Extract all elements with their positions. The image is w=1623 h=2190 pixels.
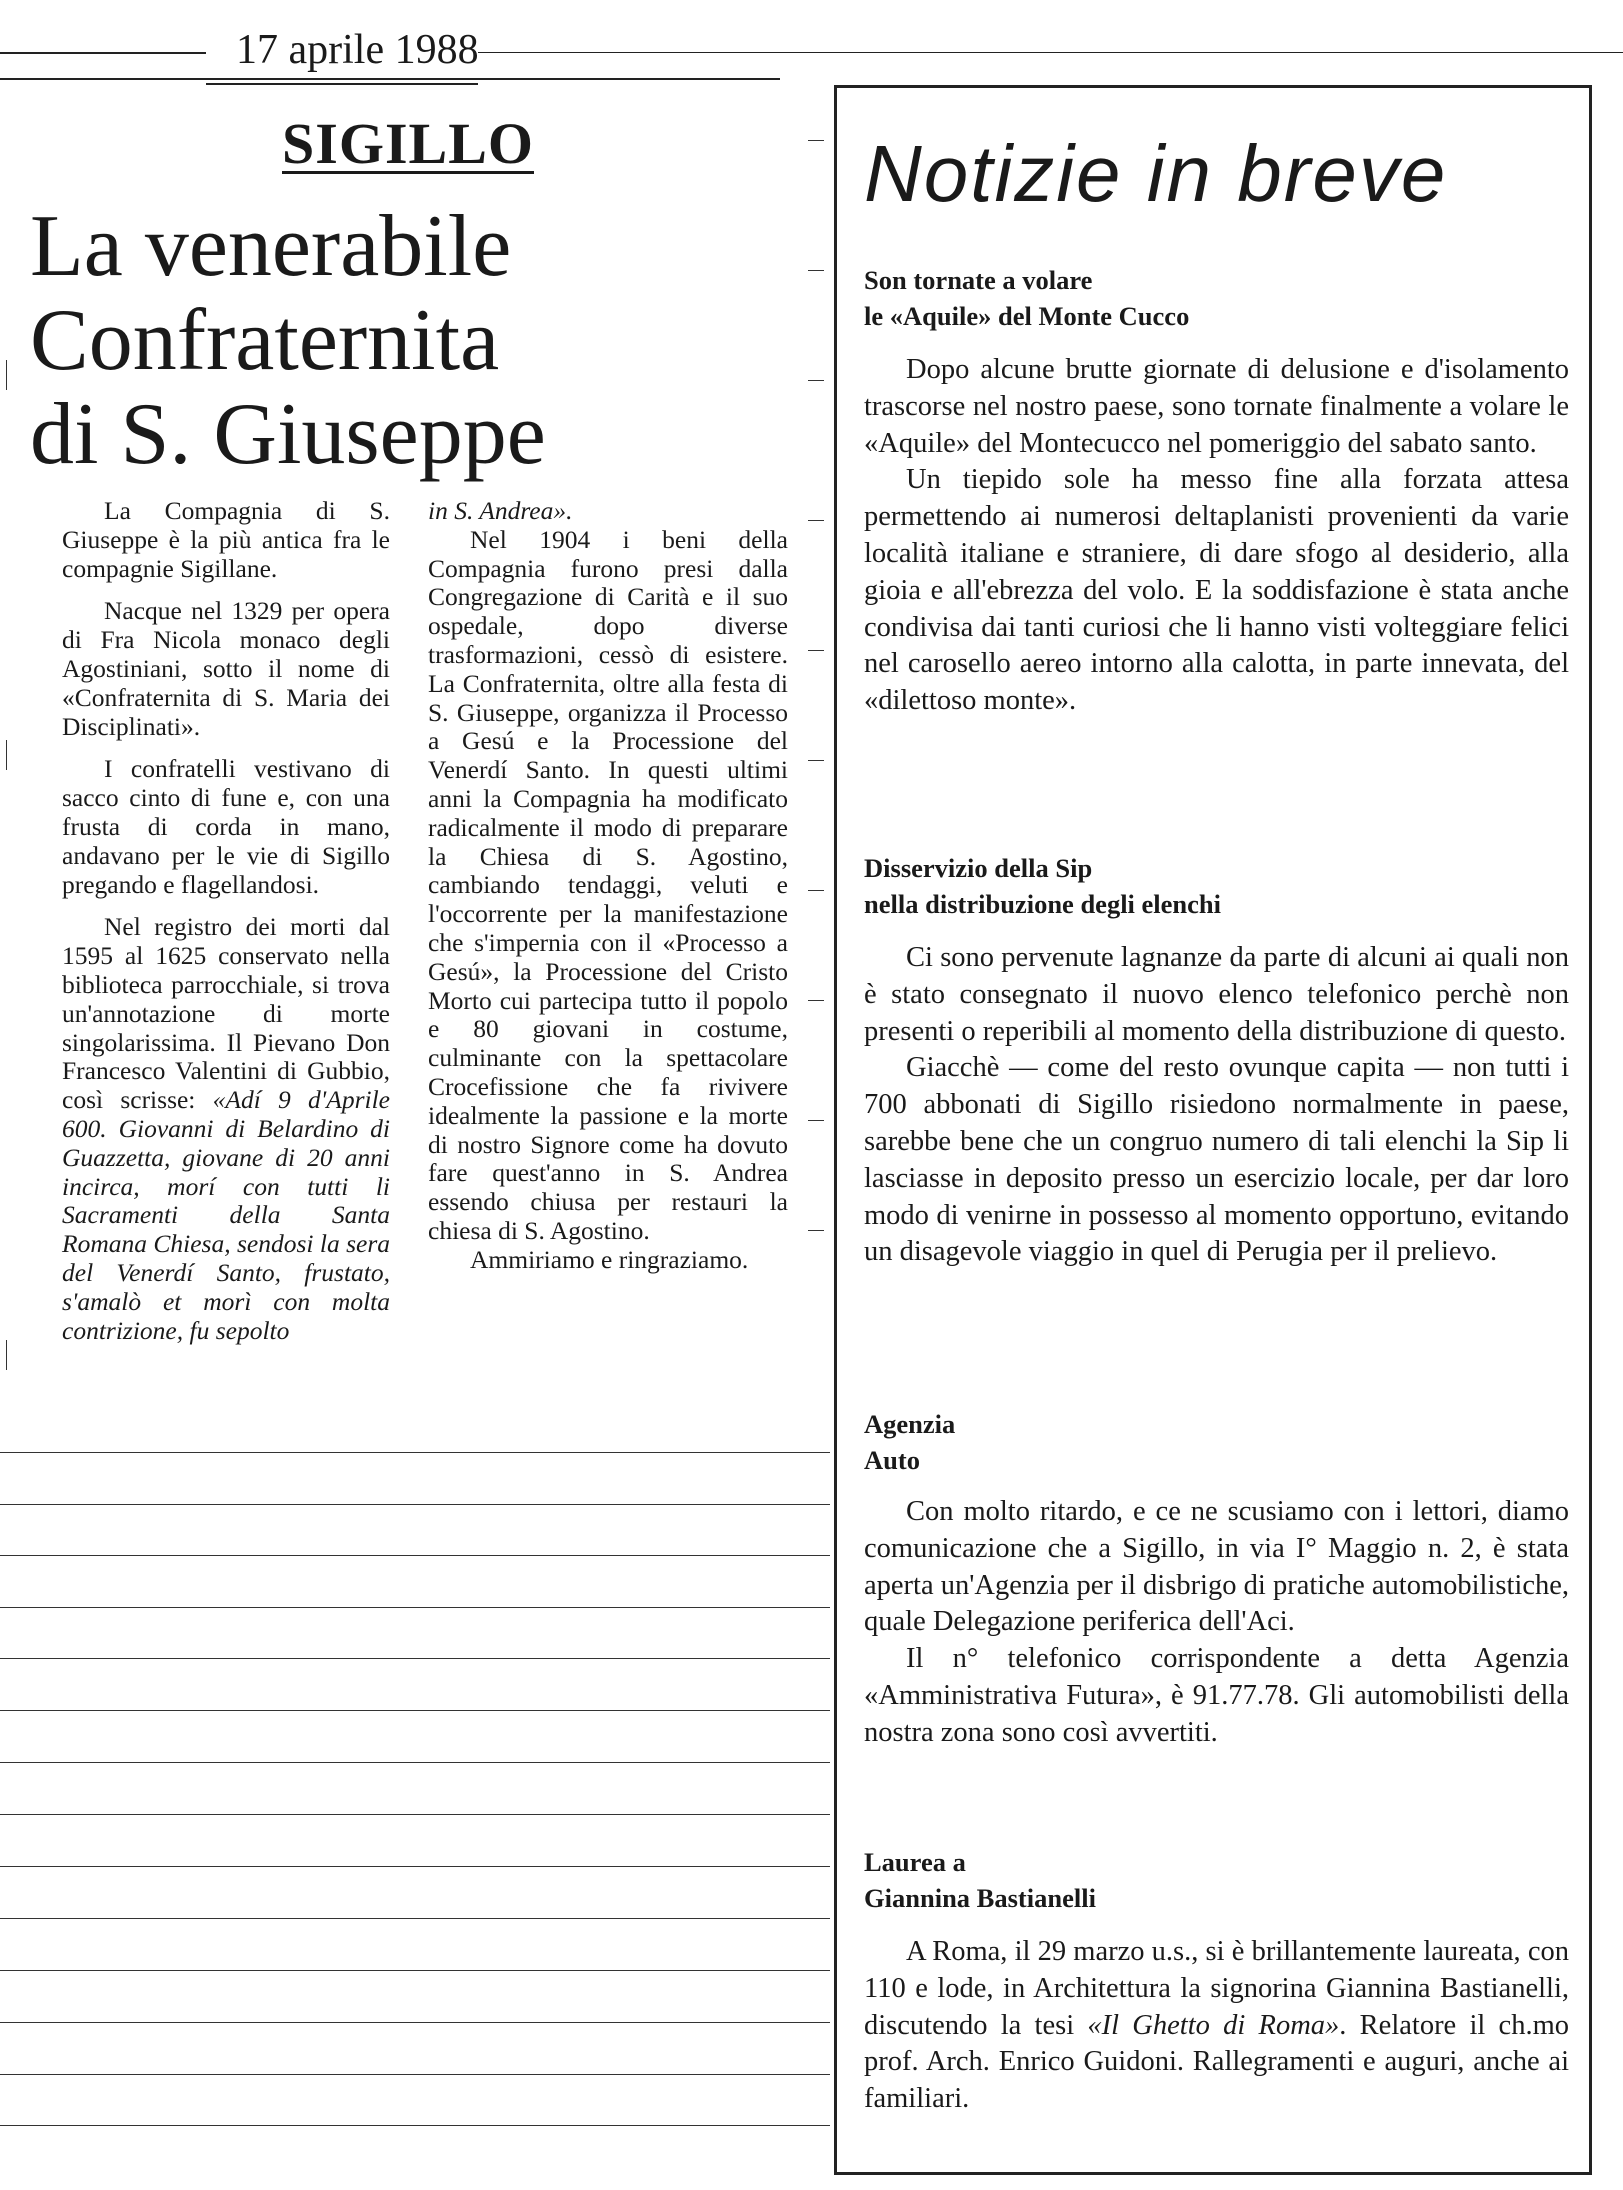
date-header [206,10,478,88]
gutter-tick [808,890,824,891]
news-item-headline [864,262,1189,334]
headline-line: La venerabile [30,198,512,295]
ruled-line [0,1658,830,1659]
paragraph: Un tiepido sole ha messo fine alla forzata attesa permettendo ai numerosi deltaplanisti provenienti da varie località italiane e straniere, di dare sfogo al desiderio, alla gioia e all'ebrezza del volo. E la soddisfazione è stata anche condivisa dai tanti curiosi che li hanno visti volteggiare felici nel carosello aereo intorno alla calotta, in parte innevata, del «dilettoso monte». [864,464,1569,717]
paragraph: Giacchè — come del resto ovunque capita — non tutti i 700 abbonati di Sigillo risiedono normalmente in paese, sarebbe bene che un congruo numero di tali elenchi la Sip li lasciasse in deposito presso un esercizio locale, per dar loro modo di venirne in possesso al momento opportuno, evitando un disagevole viaggio in quel di Perugia per il prelievo. [864,1052,1569,1268]
paragraph: La Compagnia di S. Giuseppe è la più antica fra le compagnie Sigillane. [62,496,390,583]
paragraph: Con molto ritardo, e ce ne scusiamo con i lettori, diamo comunicazione che a Sigillo, in via I° Maggio n. 2, è stata aperta un'Agenzia per il disbrigo di pratiche automobilistiche, quale Delegazione periferica dell'Aci. [864,1496,1569,1638]
headline-line: Confraternita [30,292,500,389]
news-item-body [864,352,1569,720]
news-item-headline [864,1406,955,1478]
ruled-blank-area [0,1400,830,2190]
gutter-tick [808,760,824,761]
headline-line: Laurea a [864,1847,966,1877]
news-item-body [864,1934,1569,2118]
quote-text: «Adí 9 d'Aprile 600. Giovanni di Belardino di Guazzetta, giovane di 20 anni incirca, morí con tutti li Sacramenti della Santa Romana Chiesa, sendosi la sera del Venerdí Santo, frustato, s'amalò et morì con molta contrizione, fu sepolto [62,1085,390,1345]
ruled-line [0,1970,830,1971]
ruled-line [0,1452,830,1453]
news-item-headline [864,850,1221,922]
news-item-body [864,1494,1569,1752]
article-column-1 [62,497,390,1359]
paragraph-text: . Relatore il ch.mo prof. Arch. Enrico Guidoni. Rallegramenti e auguri, anche ai familiari. [864,2009,1569,2115]
gutter-tick [808,650,824,651]
headline-line: Son tornate a volare [864,265,1093,295]
paragraph: Ammiriamo e ringraziamo. [470,1244,749,1274]
thesis-title: «Il Ghetto di Roma» [1087,2009,1340,2041]
headline-line: le «Aquile» del Monte Cucco [864,301,1190,331]
ruled-line [0,1762,830,1763]
news-item-headline [864,1844,1096,1916]
ruled-line [0,1607,830,1608]
headline-line: Disservizio della Sip [864,853,1093,883]
ruled-line [0,1555,830,1556]
date-underline [206,83,478,85]
gutter-tick [808,1120,824,1121]
headline-line: nella distribuzione degli elenchi [864,889,1222,919]
paragraph: Nel 1904 i beni della Compagnia furono presi dalla Congregazione di Carità e il suo ospedale, dopo diverse trasformazioni, cessò di esistere. La Confraternita, oltre alla festa di S. Giuseppe, organizza il Processo a Gesú e la Processione del Venerdí Santo. In questi ultimi anni la Compagnia ha modificato radicalmente il modo di preparare la Chiesa di S. Agostino, cambiando tendaggi, veluti e l'occorrente per la manifestazione che s'impernia con il «Processo a Gesú», la Processione del Cristo Morto cui partecipa tutto il popolo e 80 giovani in costume, culminante con la spettacolare Crocefissione che fa rivivere idealmente la passione e la morte di nostro Signore come ha dovuto fare quest'anno in S. Andrea essendo chiusa per restauri la chiesa di S. Agostino. [428,524,788,1245]
ruled-line [0,2074,830,2075]
ruled-line [0,1866,830,1867]
paragraph-text: Nel registro dei morti dal 1595 al 1625 conservato nella biblioteca parrocchiale, si trova un'annotazione di morte singolarissima. Il Pievano Don Francesco Valentini di Gubbio, così scrisse: [62,912,390,1115]
paragraph [62,913,390,1345]
margin-tick [6,740,7,770]
quote-continuation: in S. Andrea». [428,496,573,525]
gutter-tick [808,520,824,521]
article-column-2 [428,497,788,1289]
paragraph: Dopo alcune brutte giornate di delusione e d'isolamento trascorse nel nostro paese, sono tornate finalmente a volare le «Aquile» del Montecucco nel pomeriggio del sabato santo. [864,354,1569,459]
ruled-line [0,2125,830,2126]
gutter-tick [808,380,824,381]
ruled-line [0,1918,830,1919]
margin-tick [6,360,7,390]
top-rule-left [0,52,206,54]
paragraph-text: A Roma, il 29 marzo u.s., si è brillantemente laureata, con 110 e lode, in Architettura la signorina Giannina Bastianelli, discutendo la tesi [864,1936,1569,2041]
top-rule-right [478,52,1623,53]
gutter-tick [808,1000,824,1001]
news-item-body [864,940,1569,1271]
paragraph: I confratelli vestivano di sacco cinto di fune e, con una frusta di corda in mano, andavano per le vie di Sigillo pregando e flagellandosi. [62,754,390,899]
date-text: 17 aprile 1988 [236,27,479,73]
paragraph: Nacque nel 1329 per opera di Fra Nicola monaco degli Agostiniani, sotto il nome di «Confraternita di S. Maria dei Disciplinati». [62,596,390,741]
section-kicker: SIGILLO [282,111,534,176]
ruled-line [0,1710,830,1711]
headline-line: Auto [864,1445,920,1475]
gutter-tick [808,140,824,141]
news-box-title: Notizie in breve [864,129,1448,218]
paragraph: Il n° telefonico corrispondente a detta Agenzia «Amministrativa Futura», è 91.77.78. Gli automobilisti della nostra zona sono così avvertiti. [864,1643,1569,1748]
left-column-top-rule [0,78,780,80]
headline-line: Agenzia [864,1409,956,1439]
paragraph: Ci sono pervenute lagnanze da parte di alcuni ai quali non è stato consegnato il nuovo elenco telefonico perchè non presenti o reperibili al momento della distribuzione di questo. [864,942,1569,1047]
headline-line: di S. Giuseppe [30,386,546,483]
paragraph [864,1934,1569,2118]
article-headline [30,200,670,482]
ruled-line [0,1814,830,1815]
ruled-line [0,2022,830,2023]
margin-tick [6,1340,7,1370]
headline-line: Giannina Bastianelli [864,1883,1096,1913]
gutter-tick [808,270,824,271]
ruled-line [0,1504,830,1505]
gutter-tick [808,1230,824,1231]
